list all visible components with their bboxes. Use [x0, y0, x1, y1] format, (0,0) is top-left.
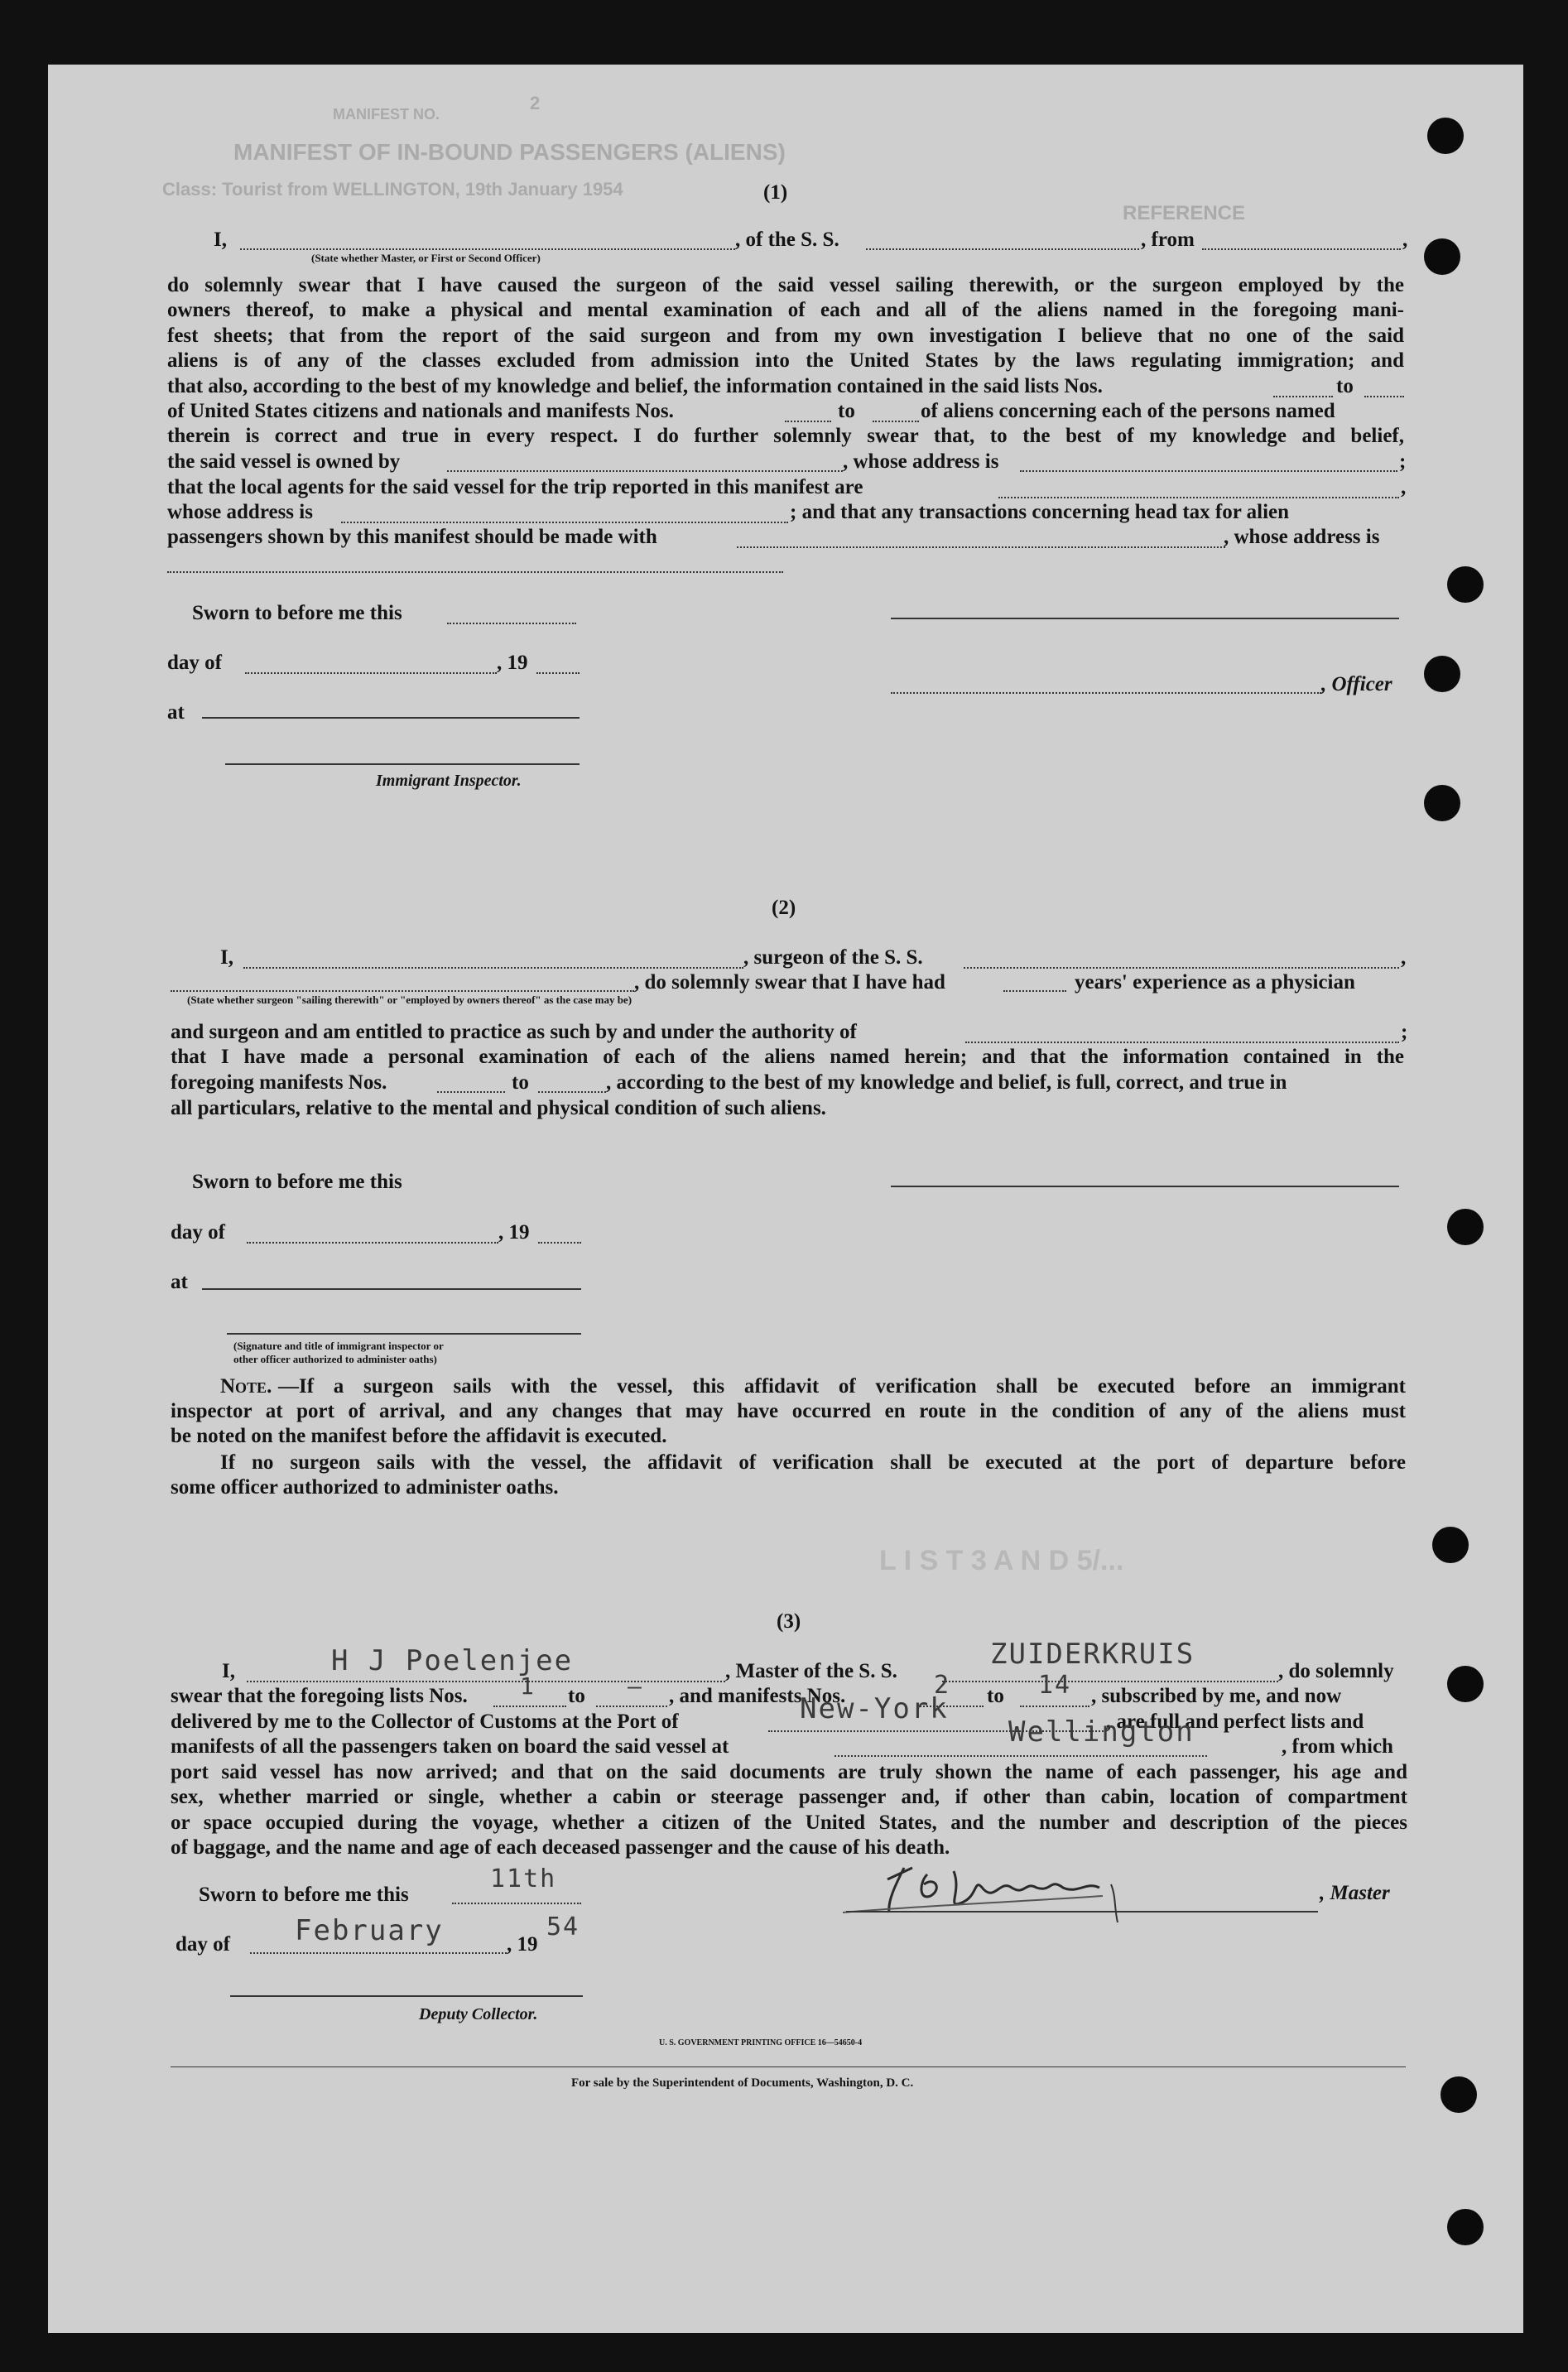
stamp-class-line: Class: Tourist from WELLINGTON, 19th January 1954: [162, 179, 623, 200]
label: day of: [176, 1933, 230, 1956]
label: Sworn to before me this: [192, 1171, 402, 1193]
officer-name-field[interactable]: [240, 248, 735, 250]
oath-paragraph-line: do solemnly swear that I have caused the surgeon of the said vessel sailing therewith, or the surgeon employed by the: [167, 274, 1404, 296]
label: , Master of the S. S.: [725, 1660, 897, 1682]
sig-title-line[interactable]: [227, 1333, 581, 1335]
punch-hole: [1447, 566, 1484, 603]
sworn-day-field[interactable]: [447, 623, 576, 624]
lists-to-field[interactable]: –: [628, 1672, 643, 1700]
label: , surgeon of the S. S.: [743, 946, 923, 969]
label: at: [167, 701, 185, 724]
master-name-field[interactable]: H J Poelenjee: [331, 1644, 574, 1677]
label: and surgeon and am entitled to practice as such by and under the authority of: [171, 1021, 857, 1043]
surgeon-signature-line[interactable]: [891, 1186, 1399, 1187]
label: I,: [222, 1660, 235, 1682]
stamp-page-number: 2: [530, 93, 541, 113]
master-signature-line[interactable]: [846, 1911, 1318, 1913]
label: , 19: [507, 1933, 538, 1956]
vessel-owner-field[interactable]: [447, 470, 843, 472]
note-line: some officer authorized to administer oaths.: [171, 1476, 559, 1499]
section-number: (2): [772, 897, 796, 919]
lists-to-line: [596, 1706, 667, 1707]
oath-paragraph-line: therein is correct and true in every respect. I do further solemnly swear that, to the best of my knowledge and belief,: [167, 425, 1404, 447]
label: ; and that any transactions concerning head tax for alien: [790, 501, 1290, 523]
surgeon-name-field[interactable]: [243, 967, 743, 969]
label: , do solemnly: [1278, 1660, 1394, 1682]
footer-rule: [171, 2066, 1406, 2067]
master-name-line: [247, 1681, 725, 1682]
lists-from-field[interactable]: [1273, 396, 1333, 397]
surgeon-manifest-from-field[interactable]: [437, 1091, 505, 1093]
head-tax-party-field[interactable]: [737, 546, 1225, 548]
punch-hole: [1424, 238, 1460, 275]
label: I,: [220, 946, 233, 969]
sworn-year-field[interactable]: [536, 672, 580, 674]
stamp-title: MANIFEST OF IN-BOUND PASSENGERS (ALIENS): [233, 139, 786, 165]
note-line: If no surgeon sails with the vessel, the affidavit of verification shall be executed at the port of departure before: [220, 1451, 1406, 1474]
month-line: [250, 1952, 507, 1954]
label: to: [568, 1685, 585, 1707]
officer-caption: (State whether Master, or First or Second Officer): [311, 252, 541, 264]
label: foregoing manifests Nos.: [171, 1071, 387, 1094]
label: all particulars, relative to the mental and physical condition of such aliens.: [171, 1097, 826, 1119]
sig-caption: (Signature and title of immigrant inspector or: [233, 1340, 444, 1352]
collector-signature-line[interactable]: [230, 1995, 583, 1997]
officer-title-field[interactable]: [891, 692, 1321, 694]
label: , from which: [1282, 1735, 1393, 1758]
label: that also, according to the best of my knowledge and belief, the information contained in the said lists Nos.: [167, 375, 1103, 397]
label: of aliens concerning each of the persons named: [921, 400, 1335, 422]
label: , of the S. S.: [735, 229, 839, 251]
ship-name-line: [942, 1681, 1278, 1682]
surgeon-vessel-field[interactable]: [964, 967, 1399, 969]
label: , from: [1141, 229, 1195, 251]
note-line: —If a surgeon sails with the vessel, this affidavit of verification shall be executed before an immigrant: [278, 1375, 1406, 1398]
port-field[interactable]: New-York: [800, 1692, 949, 1725]
surgeon-status-field[interactable]: [171, 990, 634, 992]
from-port-field[interactable]: [1202, 248, 1401, 250]
label: ,: [1401, 946, 1407, 969]
lists-from-line: [493, 1706, 566, 1707]
label: passengers shown by this manifest should be made with: [167, 526, 657, 548]
sworn-day-field[interactable]: 11th: [490, 1864, 557, 1893]
label: day of: [167, 652, 222, 674]
years-experience-field[interactable]: [1003, 990, 1066, 992]
officer-signature-line[interactable]: [891, 618, 1399, 619]
oath-paragraph-line: aliens is of any of the classes excluded from admission into the United States by the laws regulating immigration; and: [167, 349, 1404, 372]
stamp-reference: REFERENCE: [1123, 202, 1246, 224]
oath-paragraph-line: fest sheets; that from the report of the said surgeon and from my own investigation I believe that no one of the said: [167, 325, 1404, 347]
month-field[interactable]: February: [295, 1914, 444, 1947]
punch-hole: [1427, 118, 1464, 154]
printer-imprint: U. S. GOVERNMENT PRINTING OFFICE 16—54650-4: [659, 2038, 863, 2047]
surgeon-sworn-month-field[interactable]: [247, 1242, 498, 1244]
punch-hole: [1447, 1209, 1484, 1245]
manifests-to-field[interactable]: 14: [1038, 1671, 1072, 1700]
origin-line: [835, 1755, 1207, 1757]
collector-label: Deputy Collector.: [419, 2005, 538, 2023]
label: , and manifests Nos.: [669, 1685, 846, 1707]
sig-caption: other officer authorized to administer oaths): [233, 1353, 437, 1365]
oath-paragraph-line: of baggage, and the name and age of each deceased passenger and the cause of his death.: [171, 1836, 950, 1859]
label: to: [838, 400, 855, 422]
origin-field[interactable]: Wellington: [1008, 1715, 1195, 1749]
punch-hole: [1424, 785, 1460, 821]
label: delivered by me to the Collector of Customs at the Port of: [171, 1710, 679, 1733]
oath-paragraph-line: owners thereof, to make a physical and mental examination of each and all of the aliens named in the foregoing mani-: [167, 299, 1404, 321]
label: to: [1336, 375, 1354, 397]
manifests-from-field[interactable]: [785, 421, 831, 422]
punch-hole: [1441, 2076, 1477, 2113]
sale-notice: For sale by the Superintendent of Documents, Washington, D. C.: [571, 2076, 914, 2090]
label: , are full and perfect lists and: [1106, 1710, 1364, 1733]
lists-to-field[interactable]: [1364, 396, 1404, 397]
oath-paragraph-line: or space occupied during the voyage, whether a citizen of the United States, and the number and description of the pieces: [171, 1811, 1407, 1834]
head-tax-address-field[interactable]: [167, 571, 783, 573]
master-label: , Master: [1320, 1882, 1390, 1904]
oath-paragraph-line: port said vessel has now arrived; and that on the said documents are truly shown the name of each passenger, his age and: [171, 1761, 1407, 1783]
bleed-through-text: L I S T 3 A N D 5/...: [879, 1545, 1124, 1576]
manifests-to-line: [1020, 1706, 1089, 1707]
vessel-name-field[interactable]: [866, 248, 1139, 250]
sworn-month-field[interactable]: [245, 672, 497, 674]
master-signature: [838, 1860, 1186, 1929]
label: , 19: [497, 652, 528, 674]
label: ;: [1399, 450, 1407, 473]
label: ,: [1401, 476, 1407, 498]
oath-paragraph-line: that I have made a personal examination of each of the aliens named herein; and that the information contained in the: [171, 1046, 1404, 1068]
authority-field[interactable]: [965, 1042, 1399, 1043]
label: to: [512, 1071, 529, 1094]
label: at: [171, 1271, 188, 1293]
label: years' experience as a physician: [1075, 971, 1355, 994]
surgeon-sworn-year-field[interactable]: [538, 1242, 581, 1244]
sworn-day-line: [452, 1903, 581, 1904]
stamp-manifest-no: MANIFEST NO.: [333, 106, 440, 123]
label: Sworn to before me this: [192, 602, 402, 624]
punch-hole: [1447, 2209, 1484, 2245]
label: to: [987, 1685, 1004, 1707]
label: , do solemnly swear that I have had: [634, 971, 945, 994]
surgeon-caption: (State whether surgeon "sailing therewith" or "employed by owners thereof" as the case may be): [187, 994, 632, 1006]
label: manifests of all the passengers taken on board the said vessel at: [171, 1735, 729, 1758]
punch-hole: [1424, 656, 1460, 692]
label: day of: [171, 1221, 225, 1244]
note-line: be noted on the manifest before the affidavit is executed.: [171, 1425, 667, 1447]
label: that the local agents for the said vessel for the trip reported in this manifest are: [167, 476, 863, 498]
local-agents-field[interactable]: [998, 497, 1399, 498]
manifests-to-field[interactable]: [873, 421, 919, 422]
ship-name-field[interactable]: ZUIDERKRUIS: [990, 1638, 1195, 1671]
surgeon-sworn-place-field[interactable]: [202, 1288, 581, 1290]
label: , whose address is: [843, 450, 999, 473]
label: of United States citizens and nationals and manifests Nos.: [167, 400, 674, 422]
label: ,: [1402, 229, 1408, 251]
year-field[interactable]: 54: [546, 1913, 580, 1941]
lists-from-field[interactable]: 1: [520, 1672, 536, 1700]
label: , whose address is: [1224, 526, 1380, 548]
inspector-signature-line[interactable]: [225, 763, 580, 765]
label: ;: [1401, 1021, 1408, 1043]
label: I,: [214, 229, 227, 251]
label: whose address is: [167, 501, 313, 523]
section-number: (3): [777, 1610, 801, 1633]
inspector-label: Immigrant Inspector.: [376, 772, 522, 790]
note-line: inspector at port of arrival, and any changes that may have occurred en route in the condition of any of the aliens must: [171, 1400, 1406, 1422]
manifests-from-field[interactable]: 2: [934, 1671, 951, 1700]
label: Sworn to before me this: [199, 1884, 409, 1906]
surgeon-manifest-to-field[interactable]: [538, 1091, 606, 1093]
label: , according to the best of my knowledge and belief, is full, correct, and true in: [606, 1071, 1287, 1094]
punch-hole: [1432, 1527, 1469, 1563]
sworn-place-field[interactable]: [202, 717, 580, 719]
officer-label: , Officer: [1321, 673, 1392, 695]
label: the said vessel is owned by: [167, 450, 401, 473]
label: , subscribed by me, and now: [1091, 1685, 1342, 1707]
agents-address-field[interactable]: [341, 522, 788, 523]
owner-address-field[interactable]: [1020, 470, 1397, 472]
oath-paragraph-line: sex, whether married or single, whether a cabin or steerage passenger and, if other than cabin, location of compartment: [171, 1786, 1407, 1808]
note-label: Note.: [220, 1375, 272, 1398]
section-number: (1): [763, 181, 788, 204]
label: , 19: [498, 1221, 530, 1244]
punch-hole: [1447, 1666, 1484, 1702]
label: swear that the foregoing lists Nos.: [171, 1685, 468, 1707]
